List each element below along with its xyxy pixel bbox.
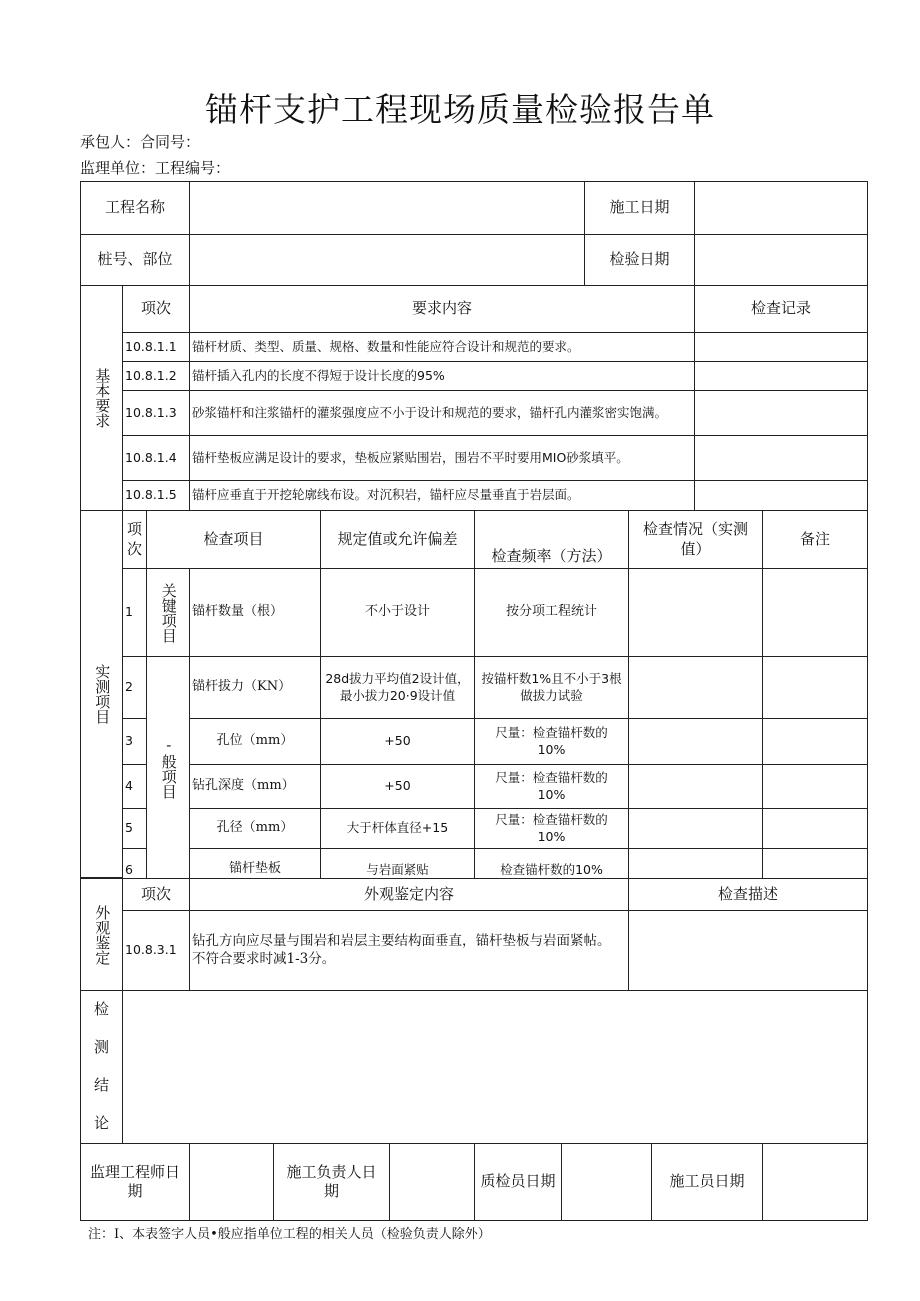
measured-col-result: 检查情况（实测值）: [628, 510, 763, 569]
appearance-section-text: 外观鉴定: [93, 904, 112, 965]
measured-row-result: [628, 808, 763, 849]
appearance-row-text: 钻孔方向应尽量与围岩和岩层主要结构面垂直，锚杆垫板与岩面紧帖。不符合要求时减1-3分。: [189, 910, 629, 991]
measured-row-result: [628, 656, 763, 719]
measured-row-result: [628, 764, 763, 809]
measured-row-item: 锚杆数量（根）: [189, 568, 321, 657]
conclusion-char: 检: [93, 1000, 109, 1019]
construction-lead-sign-value: [389, 1143, 475, 1221]
basic-row-code: 10.8.1.1: [122, 332, 190, 362]
measured-row-freq: 按锚杆数1%且不小于3根做拔力试验: [474, 656, 629, 719]
measured-row-freq: 按分项工程统计: [474, 568, 629, 657]
measured-row-freq: 检查锚杆数的10%: [474, 848, 629, 879]
basic-row-record: [694, 361, 868, 391]
basic-col-record: 检查记录: [694, 285, 868, 333]
worker-sign-label: 施工员日期: [651, 1143, 763, 1221]
qc-sign-label: 质检员日期: [474, 1143, 562, 1221]
basic-row-record: [694, 435, 868, 481]
qc-sign-value: [561, 1143, 652, 1221]
measured-row-item: 锚杆垫板: [189, 848, 321, 879]
key-items-text: 关键项目: [159, 582, 178, 643]
measured-row-spec: +50: [320, 764, 475, 809]
conclusion-value: [122, 990, 868, 1144]
measured-row-spec: 大于杆体直径+15: [320, 808, 475, 849]
measured-row-result: [628, 568, 763, 657]
construction-date-value: [694, 181, 868, 235]
measured-section-label: [80, 510, 123, 878]
appearance-section-label: [80, 878, 123, 991]
measured-col-spec: 规定值或允许偏差: [320, 510, 475, 569]
measured-col-remark: 备注: [762, 510, 868, 569]
general-items-label: [146, 656, 190, 879]
project-name-value: [189, 181, 585, 235]
measured-row-item: 钻孔深度（mm）: [189, 764, 321, 809]
basic-row-text: 锚杆应垂直于开挖轮廓线布设。对沉积岩，锚杆应尽量垂直于岩层面。: [189, 480, 695, 511]
basic-col-content: 要求内容: [189, 285, 695, 333]
measured-row-spec: 28d拔力平均值2设计值，最小拔力20·9设计值: [320, 656, 475, 719]
measured-col-check: 检查项目: [146, 510, 321, 569]
appearance-row-code: 10.8.3.1: [122, 910, 190, 991]
general-items-text: -般项目: [159, 736, 178, 799]
basic-row-record: [694, 390, 868, 436]
measured-row-freq: 尺量：检查锚杆数的10%: [474, 718, 629, 765]
conclusion-label: [80, 990, 123, 1144]
basic-row-record: [694, 480, 868, 511]
worker-sign-value: [762, 1143, 868, 1221]
measured-row-result: [628, 848, 763, 879]
basic-row-text: 锚杆垫板应满足设计的要求，垫板应紧贴围岩，围岩不平时要用MIO砂浆填平。: [189, 435, 695, 481]
station-label: 桩号、部位: [80, 234, 190, 286]
conclusion-char: 结: [93, 1076, 109, 1095]
appearance-col-desc: 检查描述: [628, 878, 868, 911]
measured-row-item: 孔位（mm）: [189, 718, 321, 765]
basic-col-item: 项次: [122, 285, 190, 333]
measured-col-item: 项次: [122, 510, 147, 569]
measured-row-remark: [762, 568, 868, 657]
supervisor-sign-label: 监理工程师日期: [80, 1143, 190, 1221]
measured-row-freq: 尺量：检查锚杆数的10%: [474, 764, 629, 809]
station-value: [189, 234, 585, 286]
page-title: 锚杆支护工程现场质量检验报告单: [205, 90, 715, 129]
basic-section-label: [80, 285, 123, 511]
conclusion-char: 测: [93, 1038, 109, 1057]
project-name-label: 工程名称: [80, 181, 190, 235]
basic-row-text: 锚杆材质、类型、质量、规格、数量和性能应符合设计和规范的要求。: [189, 332, 695, 362]
inspection-date-label: 检验日期: [584, 234, 695, 286]
measured-row-remark: [762, 808, 868, 849]
basic-row-text: 锚杆插入孔内的长度不得短于设计长度的95%: [189, 361, 695, 391]
supervision-line: 监理单位：工程编号：: [80, 159, 231, 177]
inspection-date-value: [694, 234, 868, 286]
conclusion-char: 论: [93, 1114, 109, 1133]
measured-row-no: 2: [122, 656, 147, 719]
measured-section-text: 实测项目: [93, 664, 112, 724]
footnote: 注：I、本表签字人员•般应指单位工程的相关人员（检验负责人除外）: [88, 1227, 491, 1242]
measured-row-no: 4: [122, 764, 147, 809]
measured-row-freq: 尺量：检查锚杆数的10%: [474, 808, 629, 849]
basic-row-code: 10.8.1.3: [122, 390, 190, 436]
measured-row-item: 锚杆拔力（KN）: [189, 656, 321, 719]
basic-row-code: 10.8.1.5: [122, 480, 190, 511]
basic-row-code: 10.8.1.2: [122, 361, 190, 391]
measured-row-remark: [762, 718, 868, 765]
measured-row-no: 3: [122, 718, 147, 765]
basic-row-record: [694, 332, 868, 362]
measured-row-remark: [762, 848, 868, 879]
measured-row-item: 孔径（mm）: [189, 808, 321, 849]
construction-date-label: 施工日期: [584, 181, 695, 235]
construction-lead-sign-label: 施工负责人日期: [273, 1143, 390, 1221]
basic-section-text: 基本要求: [93, 368, 112, 428]
appearance-col-item: 项次: [122, 878, 190, 911]
appearance-row-desc: [628, 910, 868, 991]
measured-row-result: [628, 718, 763, 765]
measured-col-freq: 检查频率（方法）: [474, 510, 629, 569]
measured-row-spec: 不小于设计: [320, 568, 475, 657]
contractor-line: 承包人：合同号：: [80, 133, 201, 151]
measured-row-no: 1: [122, 568, 147, 657]
measured-row-spec: 与岩面紧贴: [320, 848, 475, 879]
measured-row-remark: [762, 764, 868, 809]
basic-row-code: 10.8.1.4: [122, 435, 190, 481]
appearance-col-content: 外观鉴定内容: [189, 878, 629, 911]
key-items-label: [146, 568, 190, 657]
measured-row-remark: [762, 656, 868, 719]
measured-row-no: 6: [122, 848, 147, 879]
basic-row-text: 砂浆锚杆和注浆锚杆的灌浆强度应不小于设计和规范的要求，锚杆孔内灌浆密实饱满。: [189, 390, 695, 436]
measured-row-no: 5: [122, 808, 147, 849]
supervisor-sign-value: [189, 1143, 274, 1221]
measured-row-spec: +50: [320, 718, 475, 765]
